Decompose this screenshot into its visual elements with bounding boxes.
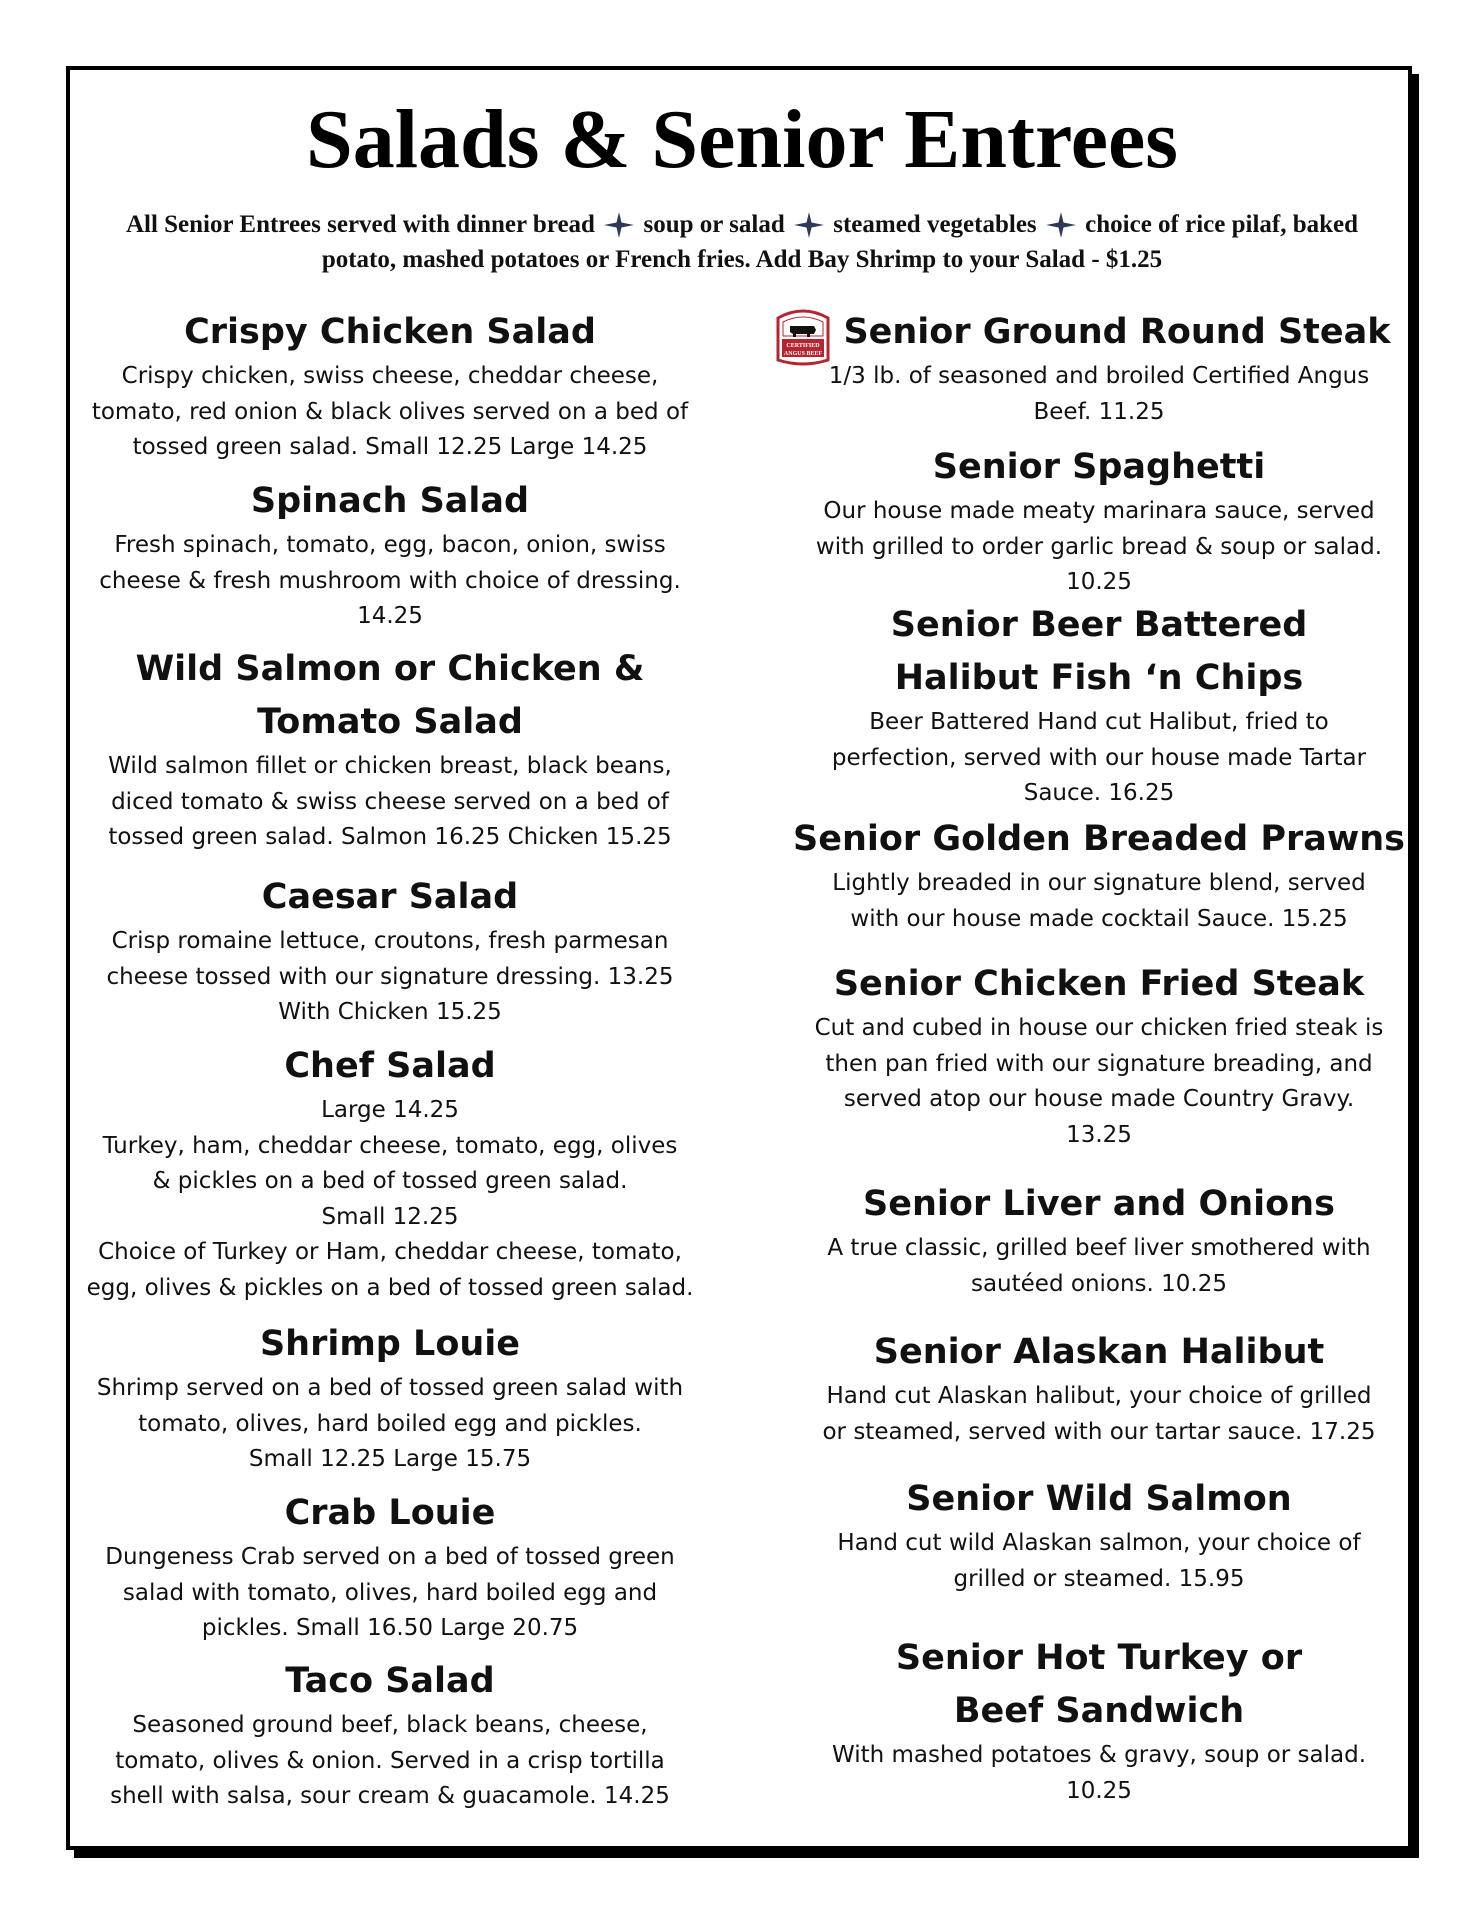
intro-text: [120, 207, 1364, 277]
item-desc-line: served atop our house made Country Gravy.: [843, 1086, 1355, 1112]
star-divider-icon: [1046, 212, 1076, 238]
item-desc-line: egg, olives & pickles on a bed of tossed green salad.: [86, 1274, 694, 1301]
svg-text:ANGUS BEEF: ANGUS BEEF: [783, 351, 823, 357]
item-desc-line: Choice of Turkey or Ham, cheddar cheese, tomato,: [98, 1239, 682, 1265]
border-shadow-bottom: [74, 1850, 1419, 1858]
menu-item-senior-wild-salmon: [786, 1473, 1412, 1597]
item-name: Senior Chicken Fried Steak: [833, 964, 1365, 1004]
item-name: Senior Ground Round Steak: [843, 312, 1391, 352]
star-divider-icon: [604, 212, 634, 238]
item-desc-line: Our house made meaty marinara sauce, served: [823, 498, 1375, 524]
menu-item-senior-ground-round-steak: [783, 306, 1412, 359]
item-name: Senior Wild Salmon: [906, 1479, 1292, 1519]
item-desc-line: grilled or steamed. 15.95: [953, 1565, 1245, 1592]
item-name-line-2: Tomato Salad: [257, 702, 523, 742]
page-title: Salads & Senior Entrees: [306, 93, 1178, 186]
item-name: Spinach Salad: [250, 481, 530, 521]
item-name-line-2: Halibut Fish ‘n Chips: [894, 658, 1304, 698]
menu-item-senior-liver-and-onions: [786, 1178, 1412, 1302]
menu-item-senior-alaskan-halibut: [786, 1326, 1412, 1450]
item-desc-line: then pan fried with our signature breading, and: [825, 1050, 1373, 1077]
item-desc-line: Beef. 11.25: [1033, 398, 1165, 425]
item-desc-line: tomato, olives, hard boiled egg and pickles.: [138, 1410, 642, 1437]
item-name: Senior Alaskan Halibut: [873, 1332, 1325, 1372]
menu-item-wild-salmon-chicken-tomato-salad: [78, 643, 702, 856]
item-name: Senior Beer Battered: [890, 605, 1308, 645]
item-name: Senior Liver and Onions: [863, 1184, 1335, 1224]
item-desc-line: 1/3 lb. of seasoned and broiled Certified Angus: [828, 363, 1370, 389]
item-name: Crispy Chicken Salad: [184, 312, 596, 352]
item-desc-line: Shrimp served on a bed of tossed green salad with: [96, 1375, 684, 1401]
item-desc-line: Cut and cubed in house our chicken fried steak is: [814, 1015, 1384, 1041]
item-desc-line: diced tomato & swiss cheese served on a bed of: [111, 788, 669, 815]
item-desc-line: or steamed, served with our tartar sauce. 17.25: [822, 1418, 1376, 1445]
menu-item-crispy-chicken-salad: [78, 306, 702, 466]
item-desc-line: shell with salsa, sour cream & guacamole. 14.25: [110, 1783, 670, 1809]
menu-item-shrimp-louie: [78, 1318, 702, 1478]
item-desc-line: 10.25: [1066, 1777, 1132, 1804]
item-desc-line: 13.25: [1066, 1121, 1132, 1148]
item-desc-line: With Chicken 15.25: [278, 999, 502, 1025]
item-desc-line: salad with tomato, olives, hard boiled egg and: [122, 1579, 658, 1606]
item-desc-line: sautéed onions. 10.25: [970, 1270, 1228, 1297]
item-desc-line: cheese tossed with our signature dressing. 13.25: [106, 963, 674, 990]
item-name-line-2: Beef Sandwich: [953, 1691, 1245, 1731]
item-name: Crab Louie: [284, 1493, 496, 1533]
intro-part-4: choice of rice pilaf, baked potato, mashed potatoes or French fries. Add Bay Shrimp to your Salad - $1.25: [321, 211, 1359, 273]
item-desc-line: tossed green salad. Small 12.25 Large 14.25: [132, 434, 648, 460]
item-desc-line: 14.25: [357, 603, 423, 629]
item-name: Senior Hot Turkey or: [895, 1638, 1303, 1678]
item-name: Caesar Salad: [261, 877, 519, 917]
item-desc-line: Large 14.25: [321, 1097, 459, 1123]
item-desc-line: 10.25: [1066, 569, 1132, 595]
item-desc-line: Dungeness Crab served on a bed of tossed green: [105, 1544, 675, 1570]
menu-item-caesar-salad: [78, 871, 702, 1031]
item-desc-line: A true classic, grilled beef liver smothered with: [827, 1235, 1371, 1261]
item-desc-line: Sauce. 16.25: [1023, 780, 1175, 806]
menu-item-senior-chicken-fried-steak: [786, 958, 1412, 1153]
item-desc-line: Hand cut Alaskan halibut, your choice of grilled: [826, 1383, 1372, 1409]
item-desc-line: & pickles on a bed of tossed green salad.: [152, 1168, 628, 1194]
item-desc-line: tomato, olives & onion. Served in a crisp tortilla: [115, 1747, 665, 1774]
item-desc-line: With mashed potatoes & gravy, soup or salad.: [831, 1742, 1367, 1768]
item-name: Wild Salmon or Chicken &: [135, 649, 645, 689]
border-shadow-right: [1412, 74, 1419, 1858]
item-name: Taco Salad: [285, 1661, 495, 1701]
menu-item-spinach-salad: [78, 475, 702, 635]
item-desc-line: with our house made cocktail Sauce. 15.25: [850, 905, 1348, 932]
item-desc-line: Wild salmon fillet or chicken breast, black beans,: [108, 753, 672, 779]
star-divider-icon: [794, 212, 824, 238]
item-name: Chef Salad: [284, 1046, 496, 1086]
item-desc-line: Seasoned ground beef, black beans, cheese,: [132, 1712, 648, 1738]
menu-item-taco-salad: [78, 1655, 702, 1815]
intro-part-1: All Senior Entrees served with dinner bread: [125, 211, 595, 238]
item-desc-line: Hand cut wild Alaskan salmon, your choice of: [837, 1530, 1361, 1556]
menu-item-crab-louie: [78, 1487, 702, 1647]
item-desc-line: tossed green salad. Salmon 16.25 Chicken 15.25: [108, 824, 672, 850]
item-desc-line: pickles. Small 16.50 Large 20.75: [201, 1615, 579, 1641]
item-desc-line: Crisp romaine lettuce, croutons, fresh parmesan: [111, 928, 669, 954]
intro-part-2: soup or salad: [643, 211, 785, 238]
item-desc-line: tomato, red onion & black olives served on a bed of: [91, 398, 689, 425]
item-desc-line: Small 12.25 Large 15.75: [248, 1446, 532, 1472]
menu-item-senior-hot-turkey-beef-sandwich: [786, 1632, 1412, 1809]
menu-item-senior-ground-round-steak-desc: [786, 359, 1412, 430]
item-name: Shrimp Louie: [259, 1324, 521, 1364]
menu-item-senior-beer-battered-halibut: [786, 599, 1412, 812]
item-desc-line: Crispy chicken, swiss cheese, cheddar cheese,: [121, 363, 659, 389]
svg-text:CERTIFIED: CERTIFIED: [786, 343, 820, 349]
item-desc-line: Turkey, ham, cheddar cheese, tomato, egg, olives: [102, 1132, 678, 1159]
item-desc-line: with grilled to order garlic bread & soup or salad.: [815, 533, 1383, 560]
item-desc-line: perfection, served with our house made Tartar: [831, 744, 1367, 771]
menu-item-chef-salad: [78, 1040, 702, 1306]
item-desc-line: Small 12.25: [321, 1203, 459, 1230]
item-name: Senior Spaghetti: [932, 447, 1266, 487]
menu-item-senior-spaghetti: [786, 441, 1412, 601]
intro-part-3: steamed vegetables: [833, 211, 1037, 238]
menu-item-senior-golden-breaded-prawns: [786, 813, 1412, 937]
item-desc-line: Fresh spinach, tomato, egg, bacon, onion, swiss: [114, 532, 666, 558]
item-desc-line: Lightly breaded in our signature blend, served: [832, 870, 1366, 896]
item-desc-line: cheese & fresh mushroom with choice of dressing.: [99, 567, 681, 594]
item-desc-line: Beer Battered Hand cut Halibut, fried to: [869, 709, 1329, 735]
item-name: Senior Golden Breaded Prawns: [793, 819, 1405, 859]
